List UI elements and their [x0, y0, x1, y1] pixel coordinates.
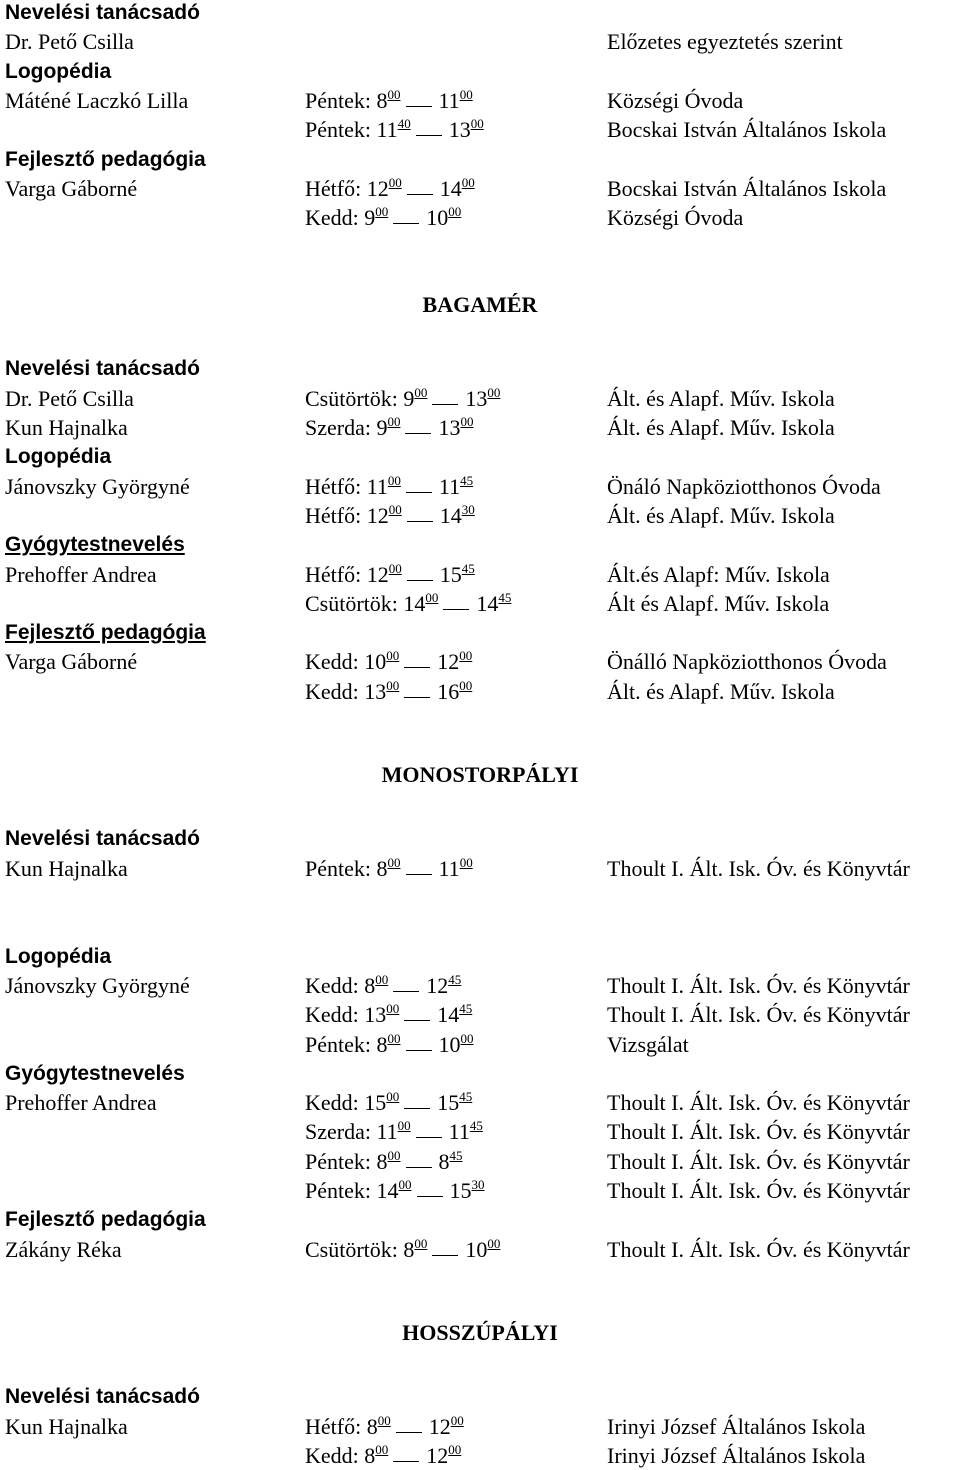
range-dash [416, 135, 442, 136]
schedule-row [0, 647, 960, 676]
end-minute: 00 [461, 174, 475, 190]
start-hour: 12 [366, 561, 389, 587]
schedule-row [0, 27, 960, 56]
person-name: Varga Gáborné [5, 649, 138, 675]
schedule-row [0, 115, 960, 144]
range-dash [407, 194, 433, 195]
start-hour: 8 [364, 972, 376, 998]
start-minute: 00 [387, 1147, 401, 1163]
person-name: Varga Gáborné [5, 175, 138, 201]
time-range [305, 1000, 472, 1029]
end-hour: 11 [438, 87, 460, 113]
end-hour: 14 [439, 502, 462, 528]
start-hour: 15 [364, 1090, 387, 1116]
end-minute: 45 [461, 560, 475, 576]
location: Ált.és Alapf: Műv. Iskola [607, 561, 830, 587]
person-name: Zákány Réka [5, 1236, 122, 1262]
schedule-row [0, 413, 960, 442]
location: Thoult I. Ált. Isk. Óv. és Könyvtár [607, 1236, 910, 1262]
end-hour: 14 [476, 590, 499, 616]
time-range [305, 203, 461, 232]
day-label: Péntek: [305, 855, 371, 881]
day-label: Péntek: [305, 117, 371, 143]
time-range [305, 384, 500, 413]
location: Községi Óvoda [607, 87, 744, 113]
end-hour: 12 [426, 972, 449, 998]
day-label: Kedd: [305, 1443, 359, 1469]
start-minute: 00 [386, 1089, 400, 1105]
start-hour: 8 [376, 1031, 388, 1057]
end-minute: 45 [469, 1118, 483, 1134]
time-range [305, 1117, 483, 1146]
day-label: Szerda: [305, 1119, 371, 1145]
location: Ált és Alapf. Műv. Iskola [607, 590, 830, 616]
schedule-row [0, 384, 960, 413]
end-minute: 30 [471, 1177, 485, 1193]
category-heading: Fejlesztő pedagógia [5, 147, 206, 171]
end-hour: 12 [428, 1413, 451, 1439]
person-name: Jánovszky Györgyné [5, 972, 190, 998]
range-dash [393, 223, 419, 224]
person-name: Máténé Laczkó Lilla [5, 87, 189, 113]
start-hour: 8 [376, 1148, 388, 1174]
schedule-row [0, 677, 960, 706]
end-minute: 45 [460, 472, 474, 488]
category-heading: Logopédia [5, 944, 112, 968]
start-minute: 00 [386, 1001, 400, 1017]
person-name: Kun Hajnalka [5, 1413, 128, 1439]
end-hour: 16 [437, 678, 460, 704]
range-dash [417, 1196, 443, 1197]
start-hour: 14 [403, 590, 426, 616]
end-hour: 13 [448, 117, 471, 143]
day-label: Péntek: [305, 87, 371, 113]
start-hour: 9 [403, 385, 415, 411]
end-minute: 00 [459, 648, 473, 664]
section-heading: MONOSTORPÁLYI [381, 762, 579, 787]
start-hour: 14 [376, 1178, 399, 1204]
person-name: Jánovszky Györgyné [5, 473, 190, 499]
start-minute: 00 [375, 204, 389, 220]
end-hour: 13 [465, 385, 488, 411]
person-name: Dr. Pető Csilla [5, 385, 134, 411]
day-label: Kedd: [305, 1090, 359, 1116]
start-minute: 00 [397, 1118, 411, 1134]
section-heading: HOSSZÚPÁLYI [402, 1320, 558, 1345]
start-hour: 12 [366, 175, 389, 201]
day-label: Kedd: [305, 649, 359, 675]
end-hour: 10 [438, 1031, 461, 1057]
location: Thoult I. Ált. Isk. Óv. és Könyvtár [607, 1119, 910, 1145]
time-range [305, 1147, 463, 1176]
day-label: Hétfő: [305, 561, 362, 587]
end-minute: 00 [460, 1030, 474, 1046]
range-dash [406, 1050, 432, 1051]
start-minute: 00 [375, 971, 389, 987]
end-hour: 14 [437, 1002, 460, 1028]
day-label: Péntek: [305, 1148, 371, 1174]
range-dash [393, 991, 419, 992]
day-label: Szerda: [305, 415, 371, 441]
end-hour: 15 [437, 1090, 460, 1116]
schedule-row [0, 174, 960, 203]
range-dash [407, 521, 433, 522]
start-hour: 11 [366, 473, 388, 499]
schedule-row [0, 86, 960, 115]
end-minute: 00 [459, 86, 473, 102]
start-minute: 00 [387, 472, 401, 488]
end-minute: 45 [448, 971, 462, 987]
day-label: Péntek: [305, 1178, 371, 1204]
end-hour: 14 [439, 175, 462, 201]
category-heading: Gyógytestnevelés [5, 1061, 185, 1085]
day-label: Hétfő: [305, 175, 362, 201]
start-minute: 00 [386, 648, 400, 664]
end-hour: 8 [438, 1148, 450, 1174]
start-minute: 00 [388, 174, 402, 190]
location: Bocskai István Általános Iskola [607, 117, 887, 143]
start-hour: 11 [376, 1119, 398, 1145]
schedule-row [0, 560, 960, 589]
end-minute: 00 [450, 1412, 464, 1428]
day-label: Kedd: [305, 205, 359, 231]
time-range [305, 115, 484, 144]
end-minute: 45 [459, 1001, 473, 1017]
day-label: Kedd: [305, 972, 359, 998]
location: Thoult I. Ált. Isk. Óv. és Könyvtár [607, 1178, 910, 1204]
range-dash [405, 433, 431, 434]
start-hour: 8 [364, 1443, 376, 1469]
end-hour: 12 [426, 1443, 449, 1469]
start-minute: 00 [414, 384, 428, 400]
category-heading: Nevelési tanácsadó [5, 827, 200, 851]
time-range [305, 1441, 461, 1470]
range-dash [404, 667, 430, 668]
schedule-row [0, 971, 960, 1000]
start-hour: 11 [376, 117, 398, 143]
location: Irinyi József Általános Iskola [607, 1443, 866, 1469]
start-minute: 00 [388, 501, 402, 517]
end-hour: 10 [426, 205, 449, 231]
schedule-row [0, 1441, 960, 1470]
start-hour: 8 [376, 87, 388, 113]
person-name: Kun Hajnalka [5, 855, 128, 881]
range-dash [407, 580, 433, 581]
day-label: Kedd: [305, 678, 359, 704]
schedule-row [0, 1117, 960, 1146]
end-minute: 45 [498, 589, 512, 605]
location: Ált. és Alapf. Műv. Iskola [607, 415, 835, 441]
end-minute: 00 [459, 677, 473, 693]
range-dash [406, 106, 432, 107]
time-range [305, 589, 511, 618]
category-heading: Fejlesztő pedagógia [5, 1208, 206, 1232]
schedule-row [0, 1088, 960, 1117]
schedule-row [0, 589, 960, 618]
end-hour: 15 [439, 561, 462, 587]
range-dash [404, 1020, 430, 1021]
day-label: Hétfő: [305, 473, 362, 499]
start-hour: 9 [364, 205, 376, 231]
location: Thoult I. Ált. Isk. Óv. és Könyvtár [607, 1148, 910, 1174]
end-minute: 00 [448, 204, 462, 220]
schedule-row [0, 1412, 960, 1441]
start-hour: 10 [364, 649, 387, 675]
location: Önálló Napköziotthonos Óvoda [607, 649, 887, 675]
location: Községi Óvoda [607, 205, 744, 231]
category-heading: Fejlesztő pedagógia [5, 621, 206, 645]
day-label: Hétfő: [305, 1413, 362, 1439]
person-name: Dr. Pető Csilla [5, 29, 134, 55]
start-hour: 13 [364, 678, 387, 704]
end-hour: 12 [437, 649, 460, 675]
schedule-row [0, 854, 960, 883]
time-range [305, 1088, 472, 1117]
range-dash [404, 697, 430, 698]
start-hour: 13 [364, 1002, 387, 1028]
range-dash [432, 404, 458, 405]
start-minute: 00 [387, 1030, 401, 1046]
schedule-row [0, 472, 960, 501]
category-heading: Nevelési tanácsadó [5, 357, 200, 381]
schedule-row [0, 1176, 960, 1205]
range-dash [406, 492, 432, 493]
location: Vizsgálat [607, 1031, 689, 1057]
day-label: Csütörtök: [305, 385, 398, 411]
location: Irinyi József Általános Iskola [607, 1413, 866, 1439]
schedule-row [0, 1000, 960, 1029]
location: Thoult I. Ált. Isk. Óv. és Könyvtár [607, 855, 910, 881]
end-hour: 15 [449, 1178, 472, 1204]
end-minute: 30 [461, 501, 475, 517]
person-name: Prehoffer Andrea [5, 561, 157, 587]
location: Ált. és Alapf. Műv. Iskola [607, 502, 835, 528]
start-minute: 00 [377, 1412, 391, 1428]
day-label: Kedd: [305, 1002, 359, 1028]
person-name: Kun Hajnalka [5, 415, 128, 441]
time-range [305, 174, 475, 203]
end-minute: 00 [487, 384, 501, 400]
time-range [305, 854, 473, 883]
start-hour: 9 [376, 415, 388, 441]
start-minute: 00 [386, 677, 400, 693]
start-hour: 8 [403, 1236, 415, 1262]
location: Előzetes egyeztetés szerint [607, 29, 843, 55]
range-dash [416, 1137, 442, 1138]
location: Önáló Napköziotthonos Óvoda [607, 473, 881, 499]
location: Bocskai István Általános Iskola [607, 175, 887, 201]
schedule-row [0, 1030, 960, 1059]
range-dash [443, 609, 469, 610]
time-range [305, 1176, 485, 1205]
range-dash [406, 1167, 432, 1168]
category-heading: Nevelési tanácsadó [5, 1385, 200, 1409]
time-range [305, 677, 472, 706]
day-label: Hétfő: [305, 502, 362, 528]
time-range [305, 1030, 474, 1059]
range-dash [406, 874, 432, 875]
location: Thoult I. Ált. Isk. Óv. és Könyvtár [607, 972, 910, 998]
end-minute: 45 [449, 1147, 463, 1163]
range-dash [396, 1432, 422, 1433]
category-heading: Logopédia [5, 445, 112, 469]
location: Thoult I. Ált. Isk. Óv. és Könyvtár [607, 1002, 910, 1028]
time-range [305, 1412, 464, 1441]
range-dash [393, 1461, 419, 1462]
day-label: Csütörtök: [305, 1236, 398, 1262]
schedule-row [0, 203, 960, 232]
start-hour: 12 [366, 502, 389, 528]
start-hour: 8 [366, 1413, 378, 1439]
person-name: Prehoffer Andrea [5, 1090, 157, 1116]
day-label: Csütörtök: [305, 590, 398, 616]
end-hour: 10 [465, 1236, 488, 1262]
end-minute: 00 [448, 1442, 462, 1458]
range-dash [432, 1255, 458, 1256]
time-range [305, 647, 472, 676]
location: Ált. és Alapf. Műv. Iskola [607, 678, 835, 704]
start-minute: 00 [425, 589, 439, 605]
day-label: Péntek: [305, 1031, 371, 1057]
time-range [305, 86, 473, 115]
time-range [305, 501, 475, 530]
time-range [305, 560, 475, 589]
section-heading: BAGAMÉR [422, 292, 538, 317]
time-range [305, 413, 473, 442]
category-heading: Gyógytestnevelés [5, 533, 185, 557]
location: Thoult I. Ált. Isk. Óv. és Könyvtár [607, 1090, 910, 1116]
end-minute: 00 [460, 414, 474, 430]
schedule-row [0, 1147, 960, 1176]
category-heading: Logopédia [5, 59, 112, 83]
range-dash [404, 1108, 430, 1109]
end-minute: 45 [459, 1089, 473, 1105]
end-hour: 13 [438, 415, 461, 441]
start-minute: 00 [387, 86, 401, 102]
end-minute: 00 [459, 854, 473, 870]
end-hour: 11 [448, 1119, 470, 1145]
end-hour: 11 [438, 855, 460, 881]
start-minute: 00 [414, 1235, 428, 1251]
start-minute: 00 [387, 414, 401, 430]
location: Ált. és Alapf. Műv. Iskola [607, 385, 835, 411]
category-heading: Nevelési tanácsadó [5, 1, 200, 24]
start-hour: 8 [376, 855, 388, 881]
end-minute: 00 [470, 116, 484, 132]
start-minute: 00 [398, 1177, 412, 1193]
schedule-row [0, 1235, 960, 1264]
start-minute: 00 [375, 1442, 389, 1458]
start-minute: 40 [397, 116, 411, 132]
time-range [305, 472, 473, 501]
end-minute: 00 [487, 1235, 501, 1251]
end-hour: 11 [438, 473, 461, 499]
time-range [305, 971, 461, 1000]
start-minute: 00 [387, 854, 401, 870]
time-range [305, 1235, 500, 1264]
start-minute: 00 [388, 560, 402, 576]
schedule-row [0, 501, 960, 530]
